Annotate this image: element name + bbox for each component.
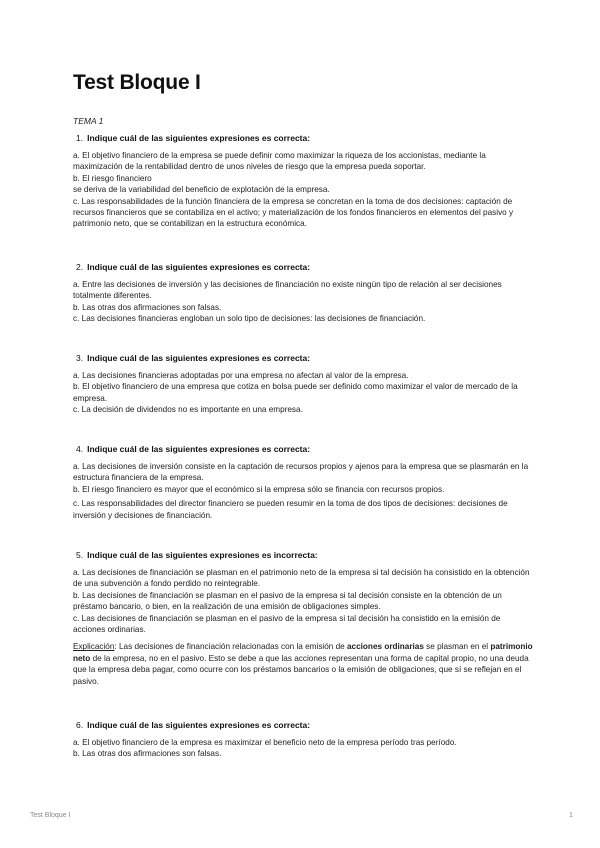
question-4 bbox=[73, 444, 533, 521]
question-text: Indique cuál de las siguientes expresiones es correcta: bbox=[87, 444, 311, 454]
question-prompt bbox=[76, 262, 533, 273]
option-b: b. El riesgo financiero es mayor que el económico si la empresa sólo se financia con recursos propios. bbox=[73, 484, 445, 494]
option-b: b. Las decisiones de financiación se plasman en el pasivo de la empresa si tal decisión consiste en la obtención de un préstamo bancario, o bien, en la realización de una emisión de obligaciones simples. bbox=[73, 590, 502, 612]
option-a: a. El objetivo financiero de la empresa se puede definir como maximizar la riqueza de los accionistas, mediante la maximización de la rentabilidad dentro de unos niveles de riesgo que la empresa pueda soportar. bbox=[73, 151, 486, 172]
explanation bbox=[73, 641, 533, 687]
question-5 bbox=[73, 550, 533, 687]
explanation-text: : Las decisiones de financiación relacionadas con la emisión de bbox=[114, 642, 347, 652]
question-text: Indique cuál de las siguientes expresiones es correcta: bbox=[87, 353, 311, 363]
option-a: a. Las decisiones de financiación se plasman en el patrimonio neto de la empresa si tal decisión ha consistido en la obtención de una subvención a fondo perdido no reintegrable. bbox=[73, 568, 530, 589]
option-c: c. La decisión de dividendos no es importante en una empresa. bbox=[73, 405, 303, 415]
question-3 bbox=[73, 353, 533, 416]
question-text: Indique cuál de las siguientes expresiones es correcta: bbox=[87, 133, 311, 143]
question-1 bbox=[73, 133, 533, 230]
option-b: b. El objetivo financiero de una empresa que cotiza en bolsa puede ser definido como maximizar el valor de mercado de la empresa. bbox=[73, 382, 518, 403]
option-c: c. Las decisiones de financiación se plasman en el pasivo de la empresa si tal decisión ha consistido en la emisión de acciones ordinarias. bbox=[73, 613, 501, 635]
question-number: 3. bbox=[76, 353, 84, 363]
question-text: Indique cuál de las siguientes expresiones es correcta: bbox=[87, 720, 311, 730]
footer-title: Test Bloque I bbox=[30, 812, 71, 819]
question-6 bbox=[73, 720, 533, 760]
explanation-emphasis: acciones ordinarias bbox=[347, 642, 424, 652]
option-b: b. Las otras dos afirmaciones son falsas. bbox=[73, 302, 222, 312]
question-number: 1. bbox=[76, 133, 84, 143]
question-prompt bbox=[76, 720, 533, 731]
question-number: 2. bbox=[76, 262, 84, 272]
question-prompt bbox=[76, 353, 533, 364]
option-a: a. Las decisiones de inversión consiste en la captación de recursos propios y ajenos para la empresa que se plasmarán en la estructura financiera de la empresa. bbox=[73, 462, 529, 483]
option-b: b. El riesgo financiero bbox=[73, 173, 152, 183]
section-label: TEMA 1 bbox=[73, 116, 104, 126]
option-b: b. Las otras dos afirmaciones son falsas. bbox=[73, 749, 222, 759]
question-number: 5. bbox=[76, 550, 84, 560]
option-c: c. Las responsabilidades del director financiero se pueden resumir en la toma de dos tipos de decisiones: decisiones de inversión y decisiones de financiación. bbox=[73, 499, 508, 520]
option-a: a. El objetivo financiero de la empresa es maximizar el beneficio neto de la empresa período tras período. bbox=[73, 738, 457, 747]
option-a: a. Las decisiones financieras adoptadas por una empresa no afectan al valor de la empresa. bbox=[73, 371, 409, 380]
page-number: 1 bbox=[569, 812, 573, 819]
page-title: Test Bloque I bbox=[73, 71, 201, 94]
option-c: c. Las decisiones financieras engloban un solo tipo de decisiones: las decisiones de financiación. bbox=[73, 314, 426, 324]
question-prompt bbox=[76, 550, 533, 561]
option-b-continued: se deriva de la variabilidad del beneficio de explotación de la empresa. bbox=[73, 185, 330, 195]
question-text: Indique cuál de las siguientes expresiones es correcta: bbox=[87, 262, 311, 272]
option-a: a. Entre las decisiones de inversión y las decisiones de financiación no existe ningún tipo de relación al ser decisiones totalmente diferentes. bbox=[73, 280, 502, 301]
explanation-text: se plasman en el bbox=[423, 642, 491, 652]
question-number: 4. bbox=[76, 444, 84, 454]
explanation-label: Explicación bbox=[73, 642, 115, 652]
option-c: c. Las responsabilidades de la función financiera de la empresa se concretan en la toma de dos decisiones: captación de recursos financieros que se contabiliza en el activo; y materialización de los fondos financieros en elementos del pasivo y patrimonio neto, que se contabilizan en la estructura económica. bbox=[73, 196, 514, 229]
question-number: 6. bbox=[76, 720, 84, 730]
question-2 bbox=[73, 262, 533, 325]
explanation-text: de la empresa, no en el pasivo. Esto se debe a que las acciones representan una forma de capital propio, no una deuda que la empresa deba pagar, como ocurre con los préstamos bancarios o la emisión de obligaciones, que sí se reflejan en el pasivo. bbox=[73, 653, 529, 686]
question-prompt bbox=[76, 133, 533, 144]
question-prompt bbox=[76, 444, 533, 455]
explanation-emphasis: patrimonio neto bbox=[73, 642, 533, 663]
question-text: Indique cuál de las siguientes expresiones es incorrecta: bbox=[87, 550, 318, 560]
